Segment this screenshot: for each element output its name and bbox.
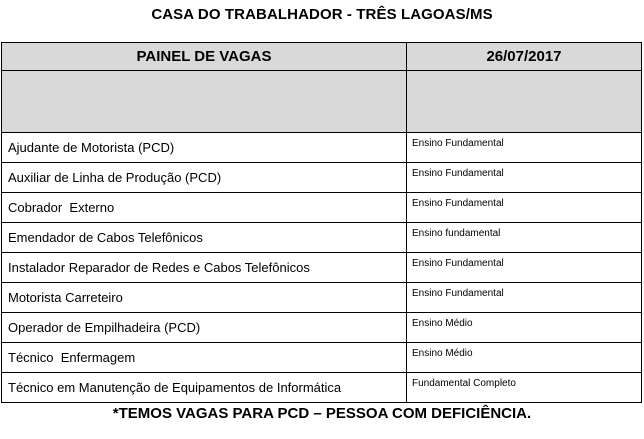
table-row (2, 163, 641, 193)
table-row (2, 283, 641, 313)
education-requirement: Ensino Fundamental (412, 198, 504, 209)
education-requirement: Ensino Fundamental (412, 288, 504, 299)
table-row (2, 223, 641, 253)
vacancy-title: Motorista Carreteiro (2, 283, 407, 312)
education-requirement: Fundamental Completo (412, 378, 516, 389)
header-date: 26/07/2017 (486, 48, 562, 65)
table-row (2, 313, 641, 343)
table-header-row (2, 43, 641, 71)
header-panel-label: PAINEL DE VAGAS (2, 43, 407, 70)
education-requirement: Ensino Fundamental (412, 168, 504, 179)
table-row (2, 133, 641, 163)
vacancy-table (1, 42, 642, 403)
education-requirement: Ensino Médio (412, 348, 473, 359)
vacancy-title: Ajudante de Motorista (PCD) (2, 133, 407, 162)
vacancy-title: Instalador Reparador de Redes e Cabos Telefônicos (2, 253, 407, 282)
education-requirement: Ensino fundamental (412, 228, 501, 239)
spacer-cell-right (407, 71, 641, 132)
table-row (2, 343, 641, 373)
pcd-footer-note: *TEMOS VAGAS PARA PCD – PESSOA COM DEFICIÊNCIA. (112, 405, 532, 422)
vacancy-title: Auxiliar de Linha de Produção (PCD) (2, 163, 407, 192)
spacer-cell-left (2, 71, 407, 132)
vacancy-title: Operador de Empilhadeira (PCD) (2, 313, 407, 342)
page-title: CASA DO TRABALHADOR - TRÊS LAGOAS/MS (151, 6, 493, 23)
education-requirement: Ensino Fundamental (412, 138, 504, 149)
vacancy-title: Técnico em Manutenção de Equipamentos de Informática (2, 373, 407, 402)
table-spacer-row (2, 71, 641, 133)
table-row (2, 373, 641, 403)
education-requirement: Ensino Médio (412, 318, 473, 329)
table-row (2, 253, 641, 283)
education-requirement: Ensino Fundamental (412, 258, 504, 269)
table-row (2, 193, 641, 223)
vacancy-title: Técnico Enfermagem (2, 343, 407, 372)
vacancy-title: Emendador de Cabos Telefônicos (2, 223, 407, 252)
vacancy-title: Cobrador Externo (2, 193, 407, 222)
